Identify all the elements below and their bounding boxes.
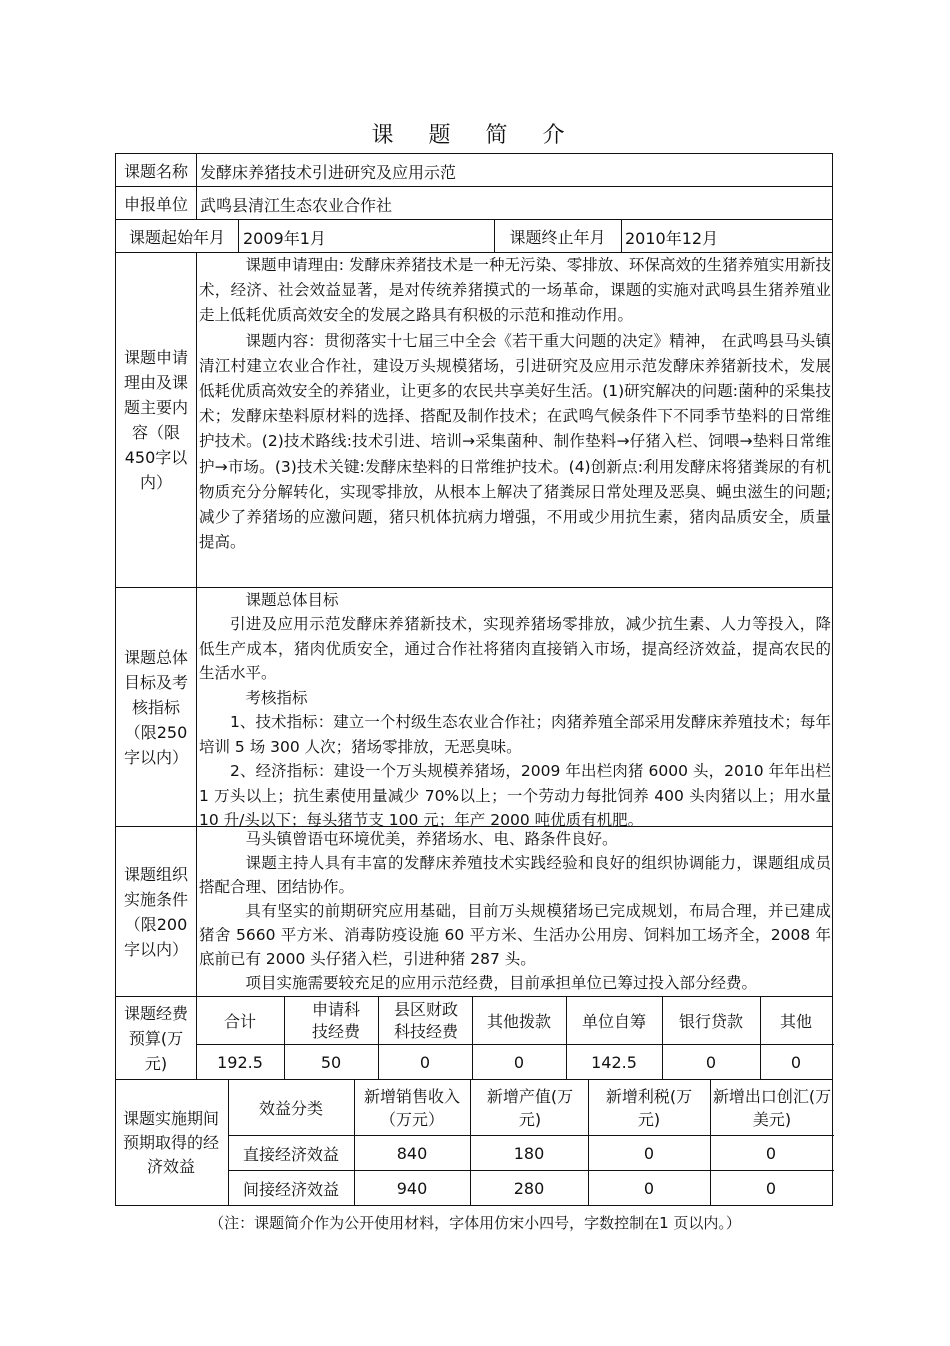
- benefit-row-2-output: 280: [513, 1178, 545, 1198]
- budget-header-self: 单位自筹: [581, 1012, 646, 1031]
- reason-row: [115, 252, 833, 588]
- goal-content: [199, 588, 831, 833]
- benefit-row-2-export: 0: [765, 1178, 777, 1198]
- conditions-label: 课题组织实施条件（限200字以内）: [123, 864, 188, 959]
- benefit-header-sales: 新增销售收入（万元）: [363, 1086, 460, 1129]
- goal-heading-2: 考核指标: [245, 688, 308, 707]
- benefit-header-category: 效益分类: [258, 1099, 323, 1118]
- unit-value: 武鸣县清江生态农业合作社: [200, 196, 393, 215]
- name-label: 课题名称: [123, 161, 188, 181]
- name-row: [115, 153, 833, 187]
- benefit-header-tax: 新增利税(万元): [605, 1086, 693, 1129]
- end-label: 课题终止年月: [509, 227, 606, 247]
- page-title: 课 题 简 介: [371, 123, 579, 148]
- benefit-row-2-sales: 940: [396, 1178, 428, 1198]
- benefit-header-output: 新增产值(万元): [486, 1086, 574, 1129]
- unit-row: [115, 186, 833, 220]
- budget-header-bank: 银行贷款: [678, 1012, 743, 1031]
- budget-header-applied: 申请科技经费: [311, 999, 360, 1041]
- goal-row: [115, 587, 833, 827]
- budget-label: 课题经费预算(万元): [123, 1003, 188, 1073]
- budget-value-bank: 0: [705, 1052, 717, 1072]
- reason-paragraph-2: 课题内容：贯彻落实十七届三中全会《若干重大问题的决定》精神， 在武鸣县马头镇清江村建立农业合作社，建设万头规模猪场，引进研究及应用示范发酵床养猪新技术，发展低耗优质高效安全的养猪业，让更多的农民共享美好生活。(1)研究解决的问题:菌种的采集技术；发酵床垫料原材料的选择、搭配及制作技术；在武鸣气候条件下不同季节垫料的日常维护技术。(2)技术路线:技术引进、培训→采集菌种、制作垫料→仔猪入栏、饲喂→垫料日常维护→市场。(3)技术关键:发酵床垫料的日常维护技术。(4)创新点:利用发酵床将猪粪尿的有机物质充分分解转化，实现零排放，从根本上解决了猪粪尿日常处理及恶臭、蝇虫滋生的问题;减少了养猪场的应激问题，猪只机体抗病力增强，不用或少用抗生素，猪肉品质安全，质量提高。: [199, 331, 831, 552]
- conditions-paragraph-3: 具有坚实的前期研究应用基础，目前万头规模猪场已完成规划，布局合理，并已建成猪舍 5660 平方米、消毒防疫设施 60 平方米、生活办公用房、饲料加工场齐全，2008 年底前已有 2000 头仔猪入栏，引进种猪 287 头。: [199, 902, 831, 968]
- benefit-row-1-category: 直接经济效益: [242, 1144, 339, 1164]
- budget-header-total: 合计: [223, 1012, 256, 1031]
- benefit-header-export: 新增出口创汇(万美元): [712, 1086, 832, 1129]
- footnote: （注：课题简介作为公开使用材料，字体用仿宋小四号，字数控制在1 页以内。）: [209, 1214, 741, 1232]
- goal-label: 课题总体目标及考核指标（限250字以内）: [123, 647, 188, 767]
- benefit-table: [115, 1079, 833, 1206]
- benefit-row-1-tax: 0: [643, 1143, 655, 1163]
- reason-paragraph-1: 课题申请理由: 发酵床养猪技术是一种无污染、零排放、环保高效的生猪养殖实用新技术，经济、社会效益显著，是对传统养猪摸式的一场革命，课题的实施对武鸣县生猪养殖业走上低耗优质高效安全的发展之路具有积极的示范和推动作用。: [199, 256, 831, 325]
- unit-label: 申报单位: [123, 194, 188, 214]
- conditions-row: [115, 826, 833, 997]
- name-value: 发酵床养猪技术引进研究及应用示范: [200, 163, 457, 182]
- budget-header-county: 县区财政科技经费: [393, 999, 458, 1041]
- conditions-paragraph-1: 马头镇曾语屯环境优美，养猪场水、电、路条件良好。: [245, 830, 618, 848]
- budget-value-other-grant: 0: [513, 1052, 525, 1072]
- reason-label: 课题申请理由及课题主要内容（限450字以内）: [123, 348, 188, 492]
- conditions-content: [199, 827, 831, 995]
- conditions-paragraph-2: 课题主持人具有丰富的发酵床养殖技术实践经验和良好的组织协调能力，课题组成员搭配合理、团结协作。: [199, 854, 831, 896]
- goal-paragraph-2: 1、技术指标：建立一个村级生态农业合作社；肉猪养殖全部采用发酵床养殖技术；每年培训 5 场 300 人次；猪场零排放，无恶臭味。: [199, 713, 831, 756]
- benefit-row-2-tax: 0: [643, 1178, 655, 1198]
- budget-value-other: 0: [790, 1052, 802, 1072]
- budget-row: [115, 996, 833, 1080]
- benefit-row-1-output: 180: [513, 1143, 545, 1163]
- goal-heading-1: 课题总体目标: [245, 591, 339, 609]
- start-label: 课题起始年月: [128, 227, 225, 247]
- budget-value-total: 192.5: [217, 1052, 263, 1072]
- benefit-row-1-sales: 840: [396, 1143, 428, 1163]
- reason-content: [199, 253, 831, 555]
- start-value: 2009年1月: [243, 229, 326, 248]
- benefit-row-1-export: 0: [765, 1143, 777, 1163]
- end-value: 2010年12月: [625, 229, 719, 248]
- budget-value-county: 0: [419, 1052, 431, 1072]
- date-row: [115, 219, 833, 253]
- goal-paragraph-1: 引进及应用示范发酵床养猪新技术，实现养猪场零排放，减少抗生素、人力等投入，降低生产成本，猪肉优质安全，通过合作社将猪肉直接销入市场，提高经济效益，提高农民的生活水平。: [199, 615, 831, 682]
- conditions-paragraph-4: 项目实施需要较充足的应用示范经费，目前承担单位已筹过投入部分经费。: [245, 974, 758, 992]
- budget-value-self: 142.5: [591, 1052, 637, 1072]
- budget-header-other-grant: 其他拨款: [486, 1012, 551, 1031]
- goal-paragraph-3: 2、经济指标：建设一个万头规模养猪场，2009 年出栏肉猪 6000 头，2010 年年出栏 1 万头以上；抗生素使用量减少 70%以上；一个劳动力每批饲养 400 头肉猪以上；用水量 10 升/头以下；每头猪节支 100 元；年产 2000 吨优质有机肥。: [199, 762, 831, 829]
- budget-header-other: 其他: [779, 1012, 812, 1031]
- benefit-row-2-category: 间接经济效益: [242, 1179, 339, 1199]
- benefit-label: 课题实施期间预期取得的经济效益: [122, 1108, 219, 1176]
- budget-value-applied: 50: [320, 1052, 342, 1072]
